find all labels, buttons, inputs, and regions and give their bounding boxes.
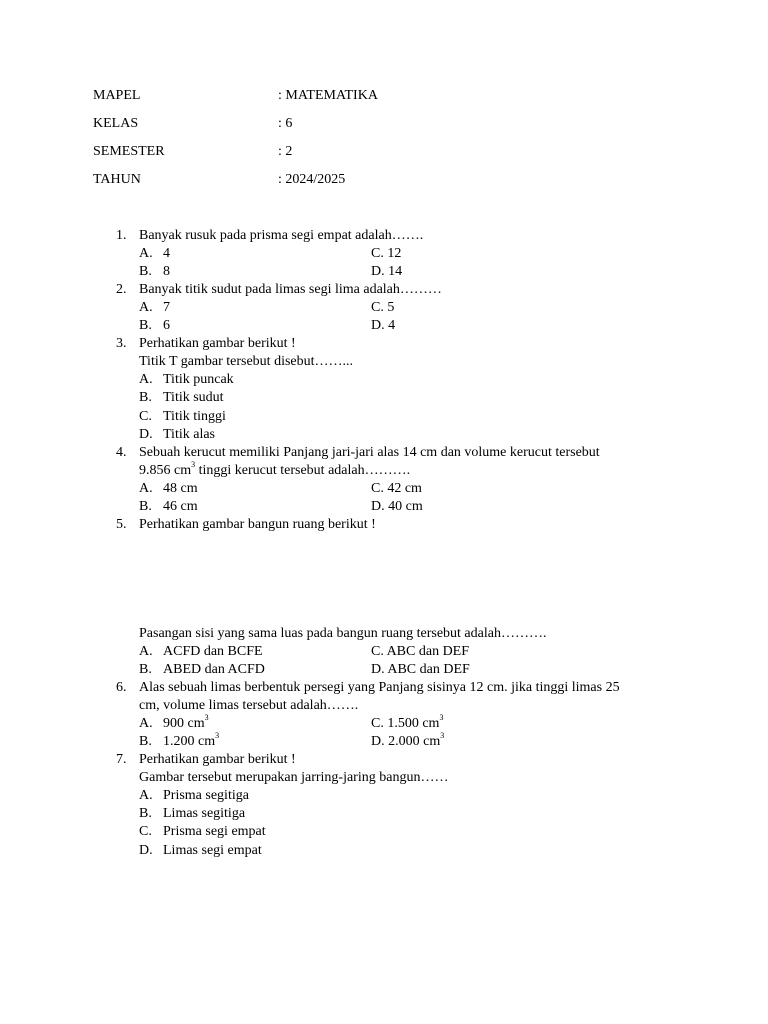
q2-option-b-letter: B. [139,318,152,333]
q4-text-2 [139,462,410,480]
q4-option-a [139,480,198,498]
header-semester-label: SEMESTER [93,144,165,159]
q5-text: Perhatikan gambar bangun ruang berikut ! [139,517,376,532]
q5-option-c: C. ABC dan DEF [371,644,470,659]
q4-text-2-sup: 3 [191,460,196,470]
q1-option-d: D. 14 [371,264,403,279]
q3-option-a-text: Titik puncak [163,372,234,387]
q3-option-a-letter: A. [139,372,153,387]
q3-option-b-text: Titik sudut [163,390,224,405]
q3-option-c-text: Titik tinggi [163,409,226,424]
q7-number: 7. [116,752,127,767]
header-mapel-label: MAPEL [93,88,141,103]
q4-option-a-text: 48 cm [163,481,198,496]
q3-option-c-letter: C. [139,409,152,424]
q7-text-2: Gambar tersebut merupakan jarring-jaring bangun…… [139,770,449,785]
q7-option-a-letter: A. [139,788,153,803]
q5-option-b-letter: B. [139,662,152,677]
q3-option-d [139,426,215,444]
q2-option-b-text: 6 [163,318,170,333]
q4-option-b-letter: B. [139,499,152,514]
q3-option-b [139,389,224,407]
q5-text-2: Pasangan sisi yang sama luas pada bangun ruang tersebut adalah………. [139,626,547,641]
q6-option-b [139,733,219,751]
q6-option-a-text: 900 cm [163,716,205,731]
q4-text: Sebuah kerucut memiliki Panjang jari-jari alas 14 cm dan volume kerucut tersebut [139,445,600,460]
q7-text: Perhatikan gambar berikut ! [139,752,296,767]
q6-option-b-letter: B. [139,734,152,749]
q1-option-b-text: 8 [163,264,170,279]
q5-option-b [139,661,265,679]
q6-text: Alas sebuah limas berbentuk persegi yang Panjang sisinya 12 cm. jika tinggi limas 25 [139,680,620,695]
q7-option-b [139,805,245,823]
q6-option-c-sup: 3 [439,713,444,723]
q3-option-c [139,408,226,426]
q6-option-b-sup: 3 [215,731,220,741]
q5-option-d: D. ABC dan DEF [371,662,470,677]
q4-option-c: C. 42 cm [371,481,422,496]
q6-option-a-sup: 3 [204,713,209,723]
q3-option-d-text: Titik alas [163,427,215,442]
q3-text-2: Titik T gambar tersebut disebut……... [139,354,354,369]
q4-text-2-pre: 9.856 cm [139,463,192,478]
q7-option-a-text: Prisma segitiga [163,788,249,803]
q1-option-a-text: 4 [163,246,170,261]
q6-option-a-letter: A. [139,716,153,731]
q1-number: 1. [116,228,127,243]
q6-option-d-sup: 3 [440,731,445,741]
q4-option-b [139,498,198,516]
q2-option-a-text: 7 [163,300,170,315]
q4-text-2-post: tinggi kerucut tersebut adalah………. [195,463,411,478]
q7-option-d [139,842,262,860]
q3-option-b-letter: B. [139,390,152,405]
q1-text: Banyak rusuk pada prisma segi empat adalah……. [139,228,424,243]
q6-option-b-text: 1.200 cm [163,734,216,749]
q7-option-b-letter: B. [139,806,152,821]
q6-option-a [139,715,209,733]
header-semester-value: : 2 [278,144,293,159]
q2-option-d: D. 4 [371,318,396,333]
q6-option-d-text: D. 2.000 cm [371,734,441,749]
q3-option-a [139,371,234,389]
q2-option-a [139,299,170,317]
q5-option-a [139,643,263,661]
q2-option-a-letter: A. [139,300,153,315]
q1-option-b-letter: B. [139,264,152,279]
q3-option-d-letter: D. [139,427,153,442]
q1-option-a-letter: A. [139,246,153,261]
header-tahun-value: : 2024/2025 [278,172,346,187]
q4-number: 4. [116,445,127,460]
q5-option-a-text: ACFD dan BCFE [163,644,263,659]
header-kelas-label: KELAS [93,116,139,131]
header-mapel-value: : MATEMATIKA [278,88,378,103]
q1-option-c: C. 12 [371,246,402,261]
q7-option-c [139,823,266,841]
q4-option-a-letter: A. [139,481,153,496]
q4-option-d: D. 40 cm [371,499,423,514]
q5-option-b-text: ABED dan ACFD [163,662,265,677]
header-kelas-value: : 6 [278,116,293,131]
q7-option-c-text: Prisma segi empat [163,824,266,839]
q7-option-b-text: Limas segitiga [163,806,246,821]
q6-text-2: cm, volume limas tersebut adalah……. [139,698,359,713]
q7-option-a [139,787,249,805]
header-tahun-label: TAHUN [93,172,141,187]
q6-option-c-text: C. 1.500 cm [371,716,440,731]
q3-number: 3. [116,336,127,351]
q4-option-b-text: 46 cm [163,499,198,514]
q7-option-c-letter: C. [139,824,152,839]
q5-option-a-letter: A. [139,644,153,659]
q7-option-d-letter: D. [139,843,153,858]
q6-option-d [371,733,444,751]
q1-option-b [139,263,170,281]
q3-text: Perhatikan gambar berikut ! [139,336,296,351]
q5-number: 5. [116,517,127,532]
q1-option-a [139,245,170,263]
q6-option-c [371,715,443,733]
q2-text: Banyak titik sudut pada limas segi lima adalah……… [139,282,442,297]
q6-number: 6. [116,680,127,695]
q2-option-c: C. 5 [371,300,395,315]
q2-number: 2. [116,282,127,297]
q2-option-b [139,317,170,335]
q7-option-d-text: Limas segi empat [163,843,262,858]
